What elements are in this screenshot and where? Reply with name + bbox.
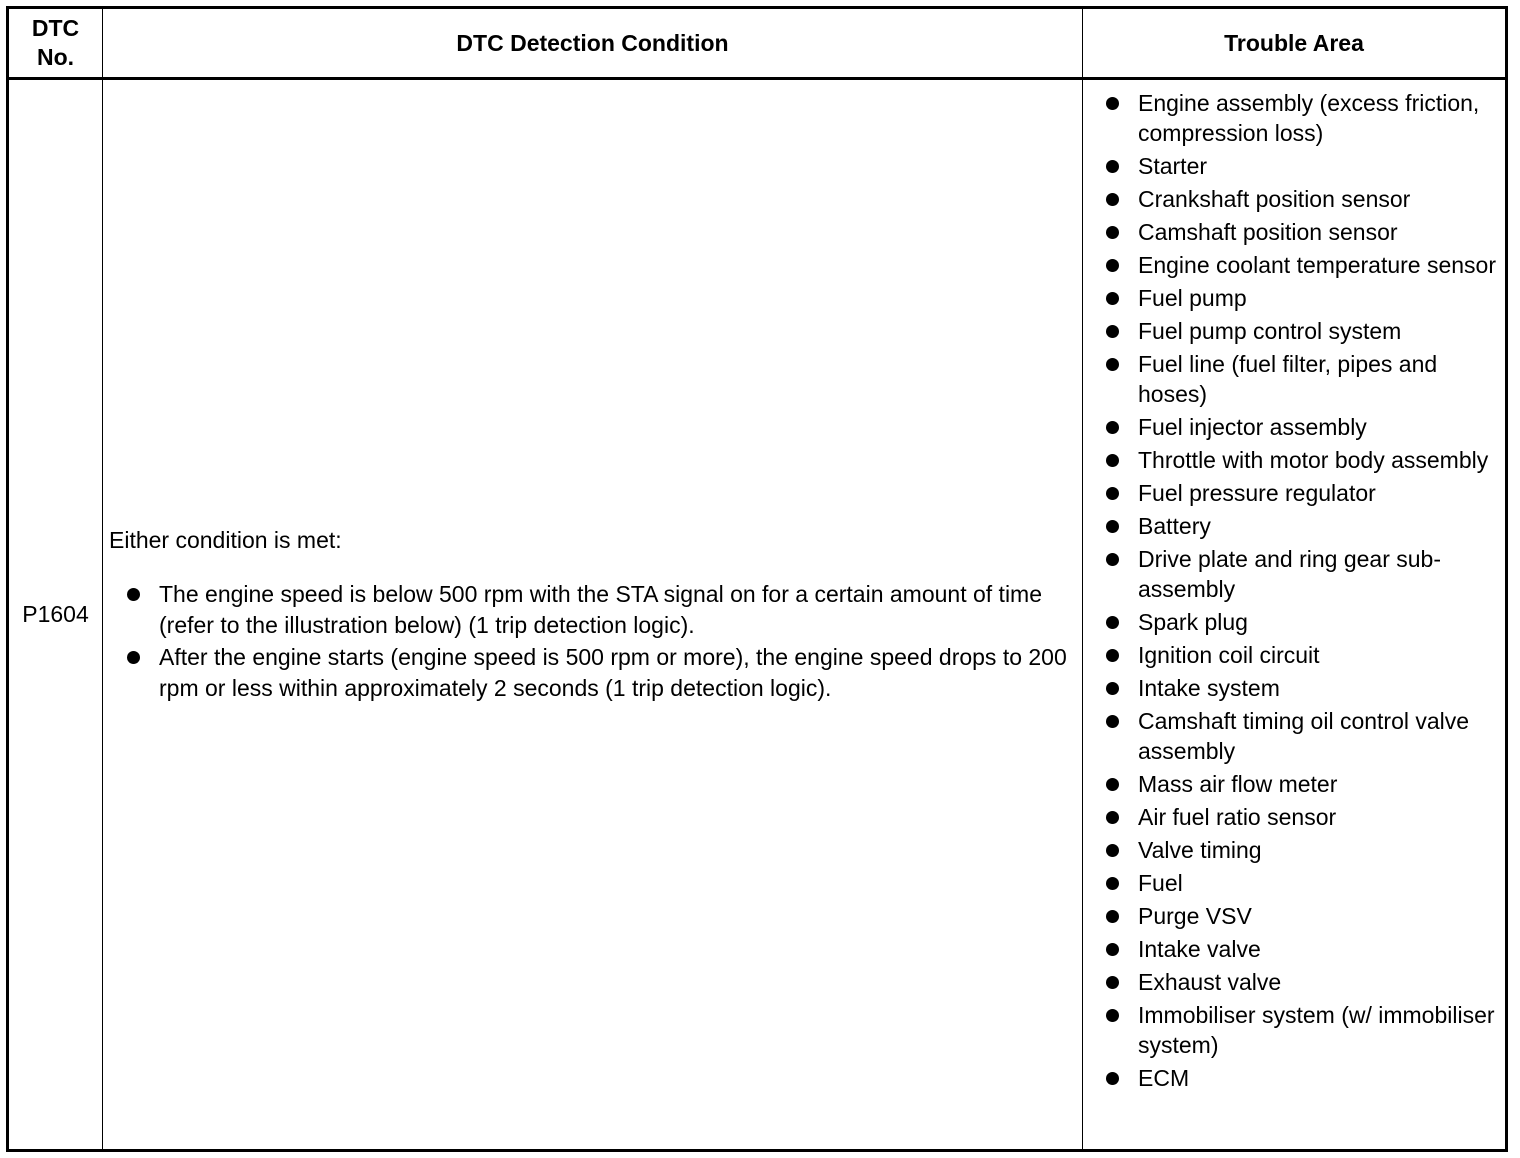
trouble-area-item: Air fuel ratio sensor	[1083, 802, 1501, 832]
trouble-area-item: Purge VSV	[1083, 901, 1501, 931]
trouble-area-item: Engine coolant temperature sensor	[1083, 250, 1501, 280]
condition-item: After the engine starts (engine speed is 500 rpm or more), the engine speed drops to 200 rpm or less within approximately 2 seconds (1 trip detection logic).	[109, 642, 1074, 704]
header-row	[8, 8, 1507, 79]
trouble-area-list	[1083, 88, 1501, 1093]
trouble-area-item: Crankshaft position sensor	[1083, 184, 1501, 214]
trouble-area-item: Fuel line (fuel filter, pipes and hoses)	[1083, 349, 1501, 409]
trouble-area-item: Spark plug	[1083, 607, 1501, 637]
trouble-area-item: Camshaft position sensor	[1083, 217, 1501, 247]
header-dtc-no: DTC No.	[8, 8, 103, 79]
header-trouble-area: Trouble Area	[1083, 8, 1507, 79]
table-row	[8, 79, 1507, 1151]
trouble-area-item: Fuel pump control system	[1083, 316, 1501, 346]
dtc-table	[6, 6, 1508, 1152]
trouble-area-item: Intake system	[1083, 673, 1501, 703]
trouble-area-item: Fuel pump	[1083, 283, 1501, 313]
condition-list	[109, 579, 1074, 704]
trouble-area-item: Intake valve	[1083, 934, 1501, 964]
trouble-area-item: Fuel pressure regulator	[1083, 478, 1501, 508]
trouble-area-item: Engine assembly (excess friction, compression loss)	[1083, 88, 1501, 148]
trouble-area-item: Valve timing	[1083, 835, 1501, 865]
trouble-area-item: Battery	[1083, 511, 1501, 541]
trouble-area-item: Fuel injector assembly	[1083, 412, 1501, 442]
condition-intro: Either condition is met:	[109, 526, 342, 553]
trouble-area-item: Exhaust valve	[1083, 967, 1501, 997]
trouble-area-item: Throttle with motor body assembly	[1083, 445, 1501, 475]
trouble-area-item: Ignition coil circuit	[1083, 640, 1501, 670]
header-detection-condition: DTC Detection Condition	[103, 8, 1083, 79]
trouble-area-cell	[1083, 79, 1507, 1151]
trouble-area-item: Immobiliser system (w/ immobiliser system)	[1083, 1000, 1501, 1060]
dtc-code: P1604	[8, 79, 103, 1151]
trouble-area-item: Mass air flow meter	[1083, 769, 1501, 799]
detection-condition-cell	[103, 79, 1083, 1151]
condition-item: The engine speed is below 500 rpm with the STA signal on for a certain amount of time (refer to the illustration below) (1 trip detection logic).	[109, 579, 1074, 641]
trouble-area-item: ECM	[1083, 1063, 1501, 1093]
trouble-area-item: Drive plate and ring gear sub-assembly	[1083, 544, 1501, 604]
trouble-area-item: Fuel	[1083, 868, 1501, 898]
trouble-area-item: Camshaft timing oil control valve assembly	[1083, 706, 1501, 766]
trouble-area-item: Starter	[1083, 151, 1501, 181]
